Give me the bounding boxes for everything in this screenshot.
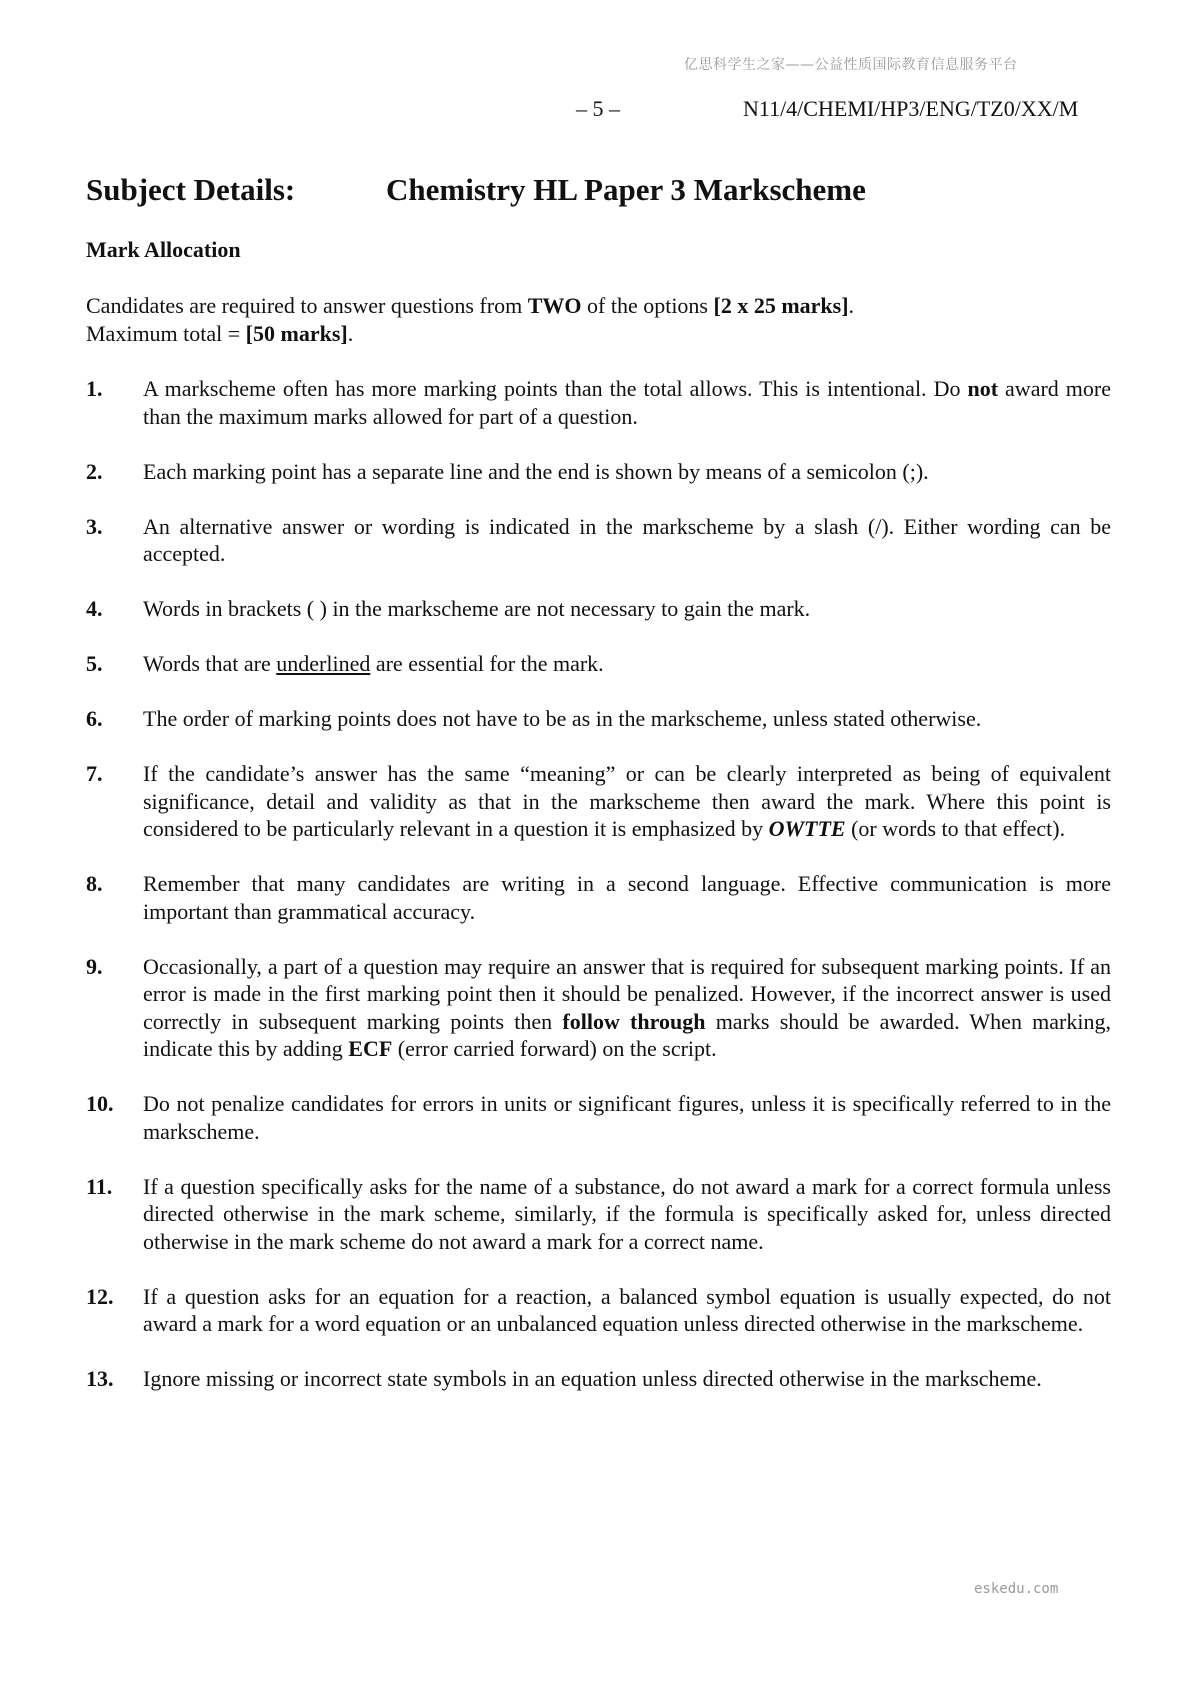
list-item [86,705,1111,733]
intro-line-1: Candidates are required to answer questions from TWO of the options [2 x 25 marks]. [86,293,855,318]
item-text: Do not penalize candidates for errors in units or significant figures, unless it is specifically referred to in the markscheme. [143,1091,1111,1144]
item-number: 7. [86,761,103,786]
list-item [86,760,1111,843]
marking-rules-list [86,375,1111,1420]
item-text: If the candidate’s answer has the same “meaning” or can be clearly interpreted as being of equivalent significance, detail and validity as that in the markscheme then award the mark. Where this point is considered to be particularly relevant in a question it is emphasized by OWTTE (or words to that effect). [143,761,1111,841]
subject-label: Subject Details: [86,172,296,207]
item-number: 10. [86,1091,114,1116]
watermark-bottom: eskedu.com [974,1581,1059,1597]
item-number: 4. [86,596,103,621]
subject-value: Chemistry HL Paper 3 Markscheme [386,172,866,207]
page-number: – 5 – [576,96,620,121]
item-number: 3. [86,513,103,539]
item-text: The order of marking points does not have to be as in the markscheme, unless stated otherwise. [143,706,982,731]
item-number: 9. [86,953,103,979]
item-number: 12. [86,1283,114,1309]
list-item [86,1365,1111,1393]
item-text: Remember that many candidates are writing in a second language. Effective communication is more important than grammatical accuracy. [143,871,1111,924]
list-item [86,595,1111,623]
watermark-top: 亿思科学生之家——公益性质国际教育信息服务平台 [684,57,1018,73]
item-number: 13. [86,1366,114,1391]
item-number: 8. [86,871,103,896]
item-number: 5. [86,651,103,676]
item-text: Ignore missing or incorrect state symbols in an equation unless directed otherwise in the markscheme. [143,1366,1042,1391]
item-text: Words that are underlined are essential for the mark. [143,651,604,676]
intro-line-2: Maximum total = [50 marks]. [86,320,354,346]
list-item [86,1090,1111,1145]
list-item [86,870,1111,925]
list-item [86,458,1111,486]
list-item [86,513,1111,568]
item-number: 1. [86,376,103,401]
item-number: 11. [86,1173,113,1199]
document-code: N11/4/CHEMI/HP3/ENG/TZ0/XX/M [743,96,1079,121]
item-text: Each marking point has a separate line and the end is shown by means of a semicolon (;). [143,458,929,484]
item-text: Words in brackets ( ) in the markscheme are not necessary to gain the mark. [143,596,811,621]
item-number: 6. [86,706,103,731]
item-text: Occasionally, a part of a question may require an answer that is required for subsequent marking points. If an error is made in the first marking point then it should be penalized. However, if the incorrect answer is used correctly in subsequent marking points then follow through marks should be awarded. When marking, indicate this by adding ECF (error carried forward) on the script. [143,953,1111,1061]
list-item [86,1173,1111,1256]
mark-allocation-intro [86,292,1111,347]
list-item [86,953,1111,1063]
list-item [86,1283,1111,1338]
item-text: An alternative answer or wording is indicated in the markscheme by a slash (/). Either wording can be accepted. [143,513,1111,566]
item-number: 2. [86,458,103,484]
mark-allocation-heading: Mark Allocation [86,237,241,262]
item-text: A markscheme often has more marking points than the total allows. This is intentional. Do not award more than the maximum marks allowed for part of a question. [143,376,1111,429]
list-item [86,650,1111,678]
item-text: If a question specifically asks for the name of a substance, do not award a mark for a correct formula unless directed otherwise in the mark scheme, similarly, if the formula is specifically asked for, unless directed otherwise in the mark scheme do not award a mark for a correct name. [143,1173,1111,1254]
item-text: If a question asks for an equation for a reaction, a balanced symbol equation is usually expected, do not award a mark for a word equation or an unbalanced equation unless directed otherwise in the markscheme. [143,1283,1111,1336]
list-item [86,375,1111,430]
